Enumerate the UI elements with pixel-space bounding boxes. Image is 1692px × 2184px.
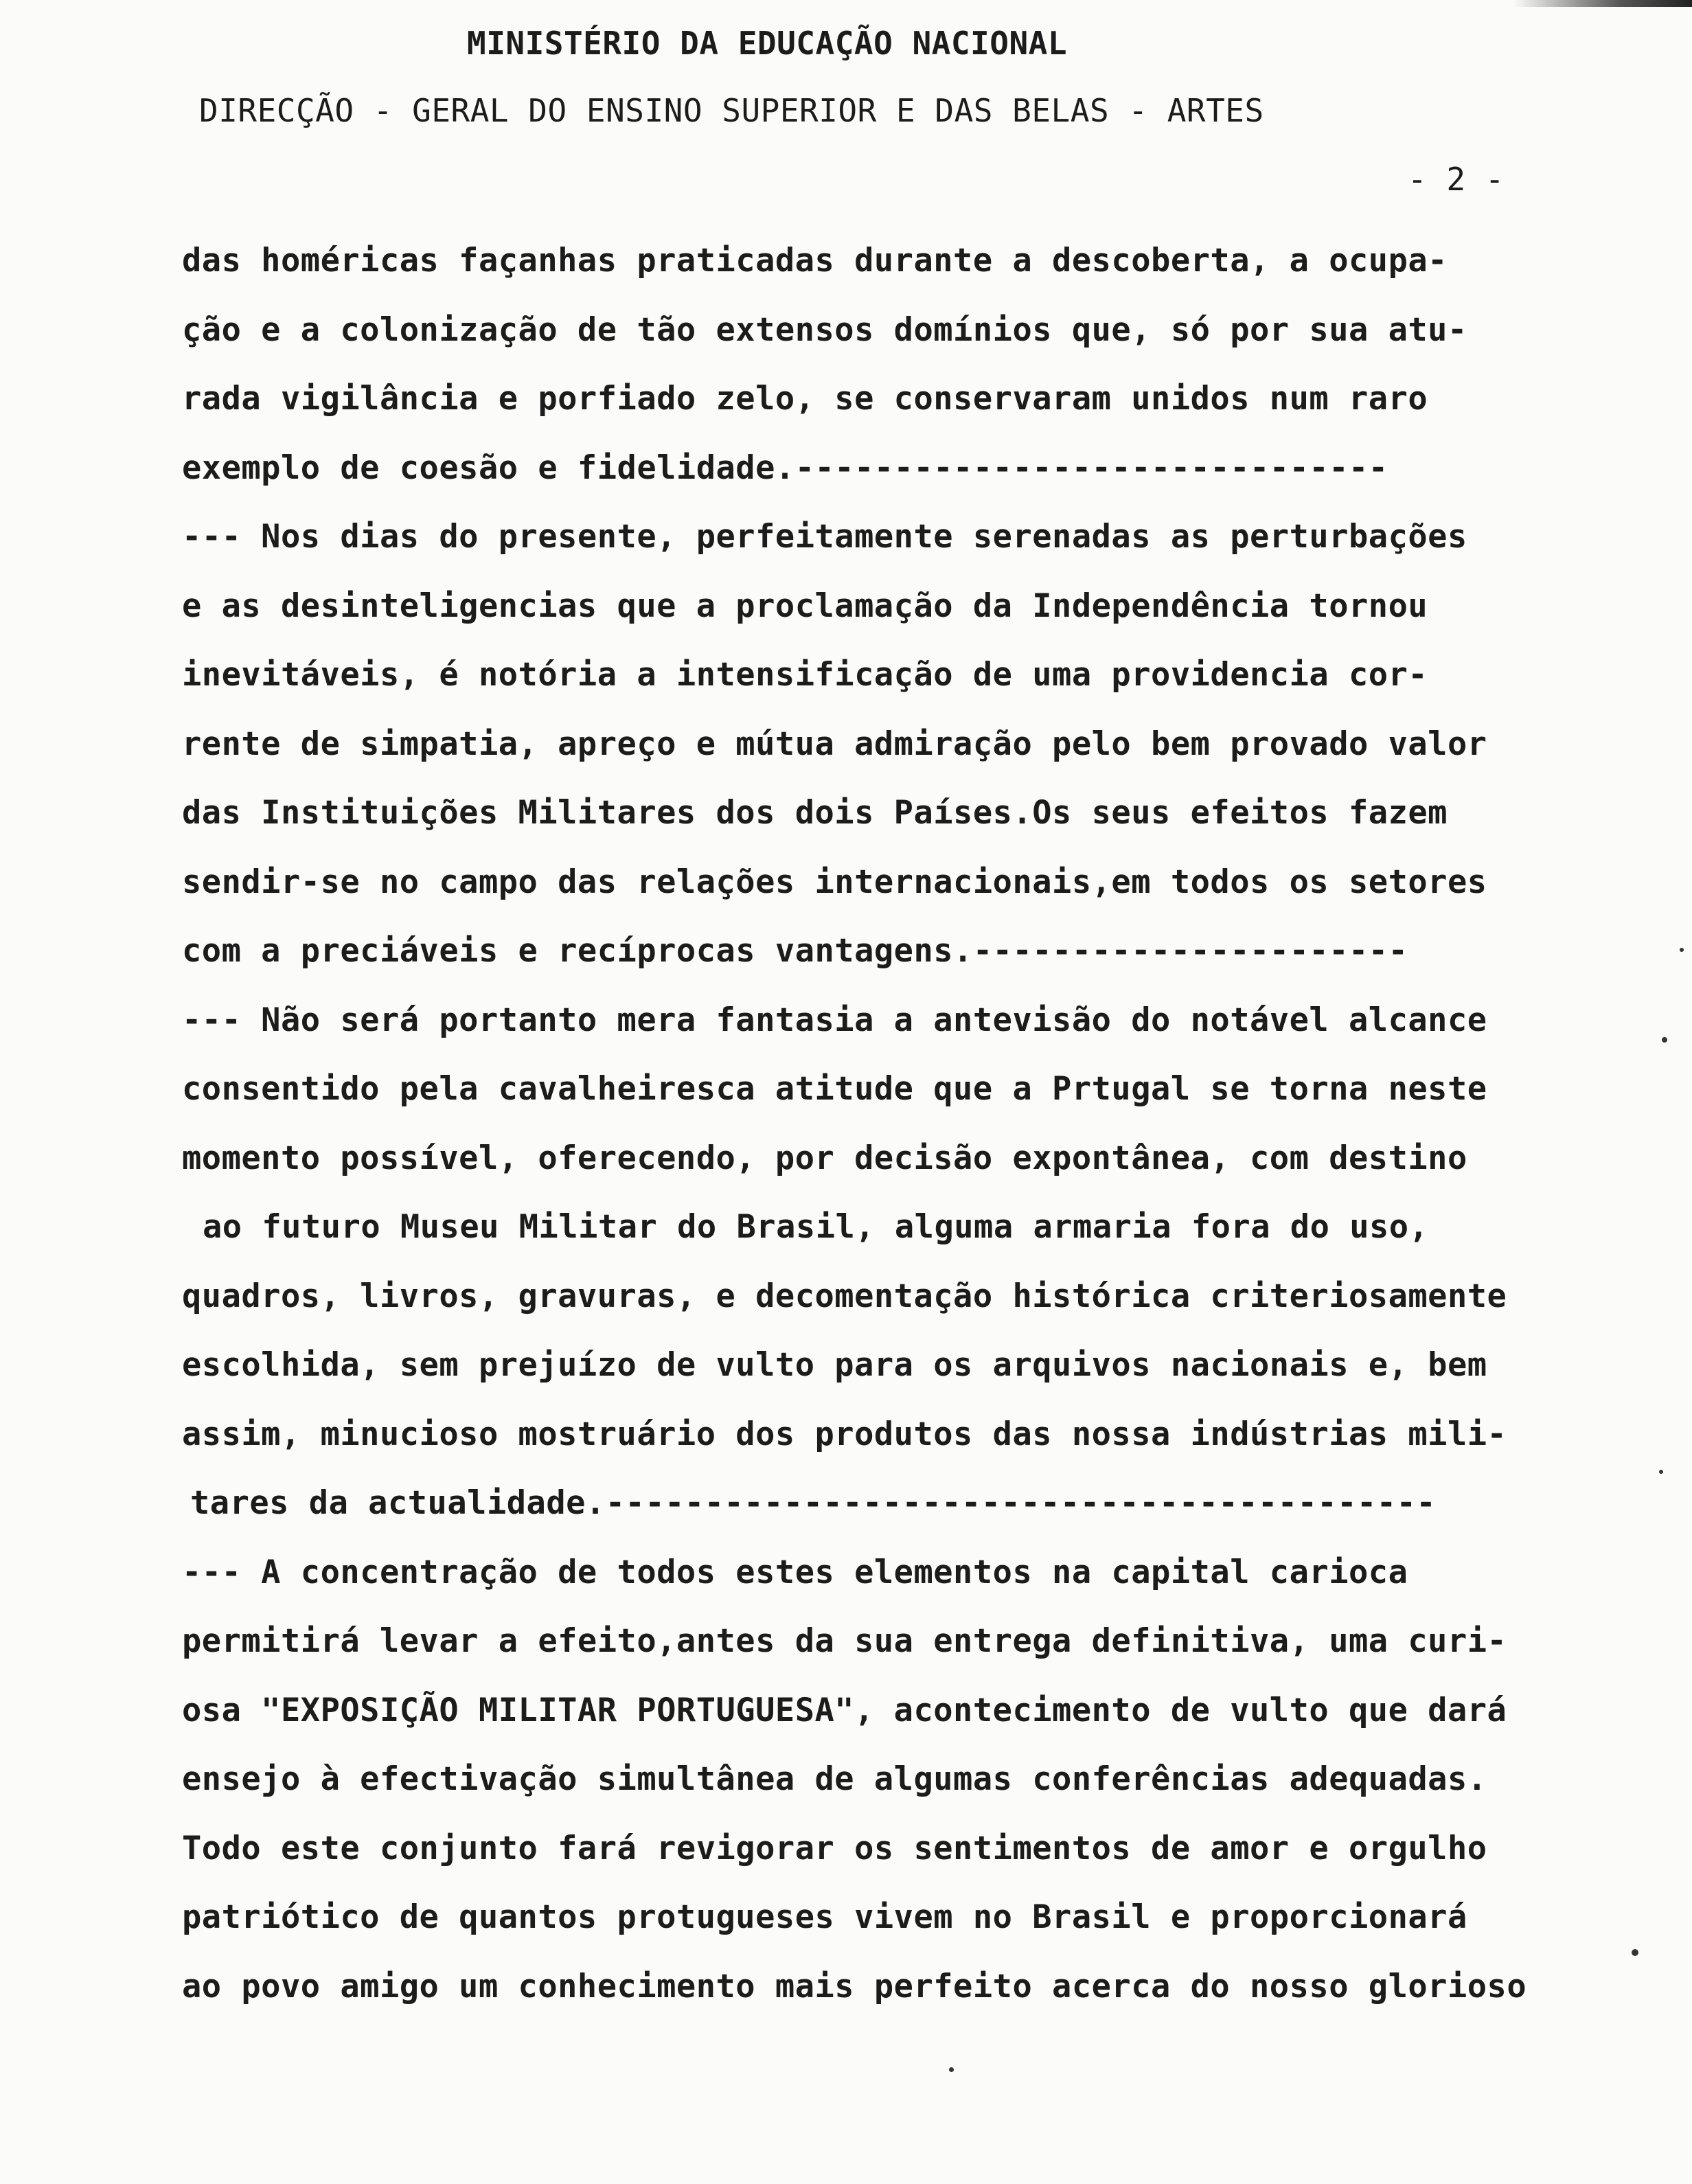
document-body (182, 227, 1562, 2021)
text-line: sendir-se no campo das relações internacionais,em todos os setores (182, 863, 1487, 901)
text-line: e as desinteligencias que a proclamação da Independência tornou (182, 587, 1428, 625)
text-line: Todo este conjunto fará revigorar os sentimentos de amor e orgulho (182, 1829, 1487, 1867)
text-line: com a preciáveis e recíprocas vantagens.---------------------- (182, 932, 1408, 970)
text-line: quadros, livros, gravuras, e decomentação histórica criteriosamente (182, 1277, 1507, 1315)
text-line: rada vigilância e porfiado zelo, se conservaram unidos num raro (182, 380, 1428, 418)
directorate-heading: DIRECÇÃO - GERAL DO ENSINO SUPERIOR E DAS BELAS - ARTES (199, 92, 1264, 129)
text-line: --- A concentração de todos estes elementos na capital carioca (182, 1553, 1408, 1591)
text-line: consentido pela cavalheiresca atitude que a Prtugal se torna neste (182, 1070, 1487, 1108)
scan-speck (1680, 948, 1684, 952)
text-line: osa "EXPOSIÇÃO MILITAR PORTUGUESA", acontecimento de vulto que dará (182, 1691, 1507, 1729)
text-line: inevitáveis, é notória a intensificação de uma providencia cor- (182, 656, 1428, 694)
text-line: das homéricas façanhas praticadas durante a descoberta, a ocupa- (182, 242, 1448, 280)
scan-speck (1659, 1470, 1663, 1474)
text-line: ao povo amigo um conhecimento mais perfeito acerca do nosso glorioso (182, 1967, 1527, 2005)
text-line: --- Não será portanto mera fantasia a antevisão do notável alcance (182, 1001, 1487, 1039)
text-line: permitirá levar a efeito,antes da sua entrega definitiva, uma curi- (182, 1622, 1507, 1660)
text-line: --- Nos dias do presente, perfeitamente serenadas as perturbações (182, 518, 1467, 556)
text-line: escolhida, sem prejuízo de vulto para os arquivos nacionais e, bem (182, 1346, 1487, 1384)
ministry-heading: MINISTÉRIO DA EDUCAÇÃO NACIONAL (467, 25, 1068, 62)
text-line: exemplo de coesão e fidelidade.------------------------------ (182, 448, 1388, 487)
scan-speck (949, 2067, 954, 2072)
page-number: - 2 - (1408, 161, 1505, 198)
text-line: tares da actualidade.------------------------------------------ (190, 1484, 1437, 1522)
text-line: assim, minucioso mostruário dos produtos das nossa indústrias mili- (182, 1415, 1507, 1453)
scan-speck (1662, 1037, 1667, 1043)
scan-speck (1632, 1949, 1638, 1956)
text-line: momento possível, oferecendo, por decisão expontânea, com destino (182, 1139, 1467, 1177)
text-line: ensejo à efectivação simultânea de algumas conferências adequadas. (182, 1760, 1487, 1798)
text-line: das Instituições Militares dos dois Países.Os seus efeitos fazem (182, 794, 1448, 832)
text-line: rente de simpatia, apreço e mútua admiração pelo bem provado valor (182, 725, 1487, 763)
text-line: ção e a colonização de tão extensos domínios que, só por sua atu- (182, 310, 1467, 349)
text-line: ao futuro Museu Militar do Brasil, alguma armaria fora do uso, (203, 1208, 1429, 1246)
scan-edge-mark (1513, 0, 1692, 7)
text-line: patriótico de quantos protugueses vivem no Brasil e proporcionará (182, 1898, 1467, 1936)
